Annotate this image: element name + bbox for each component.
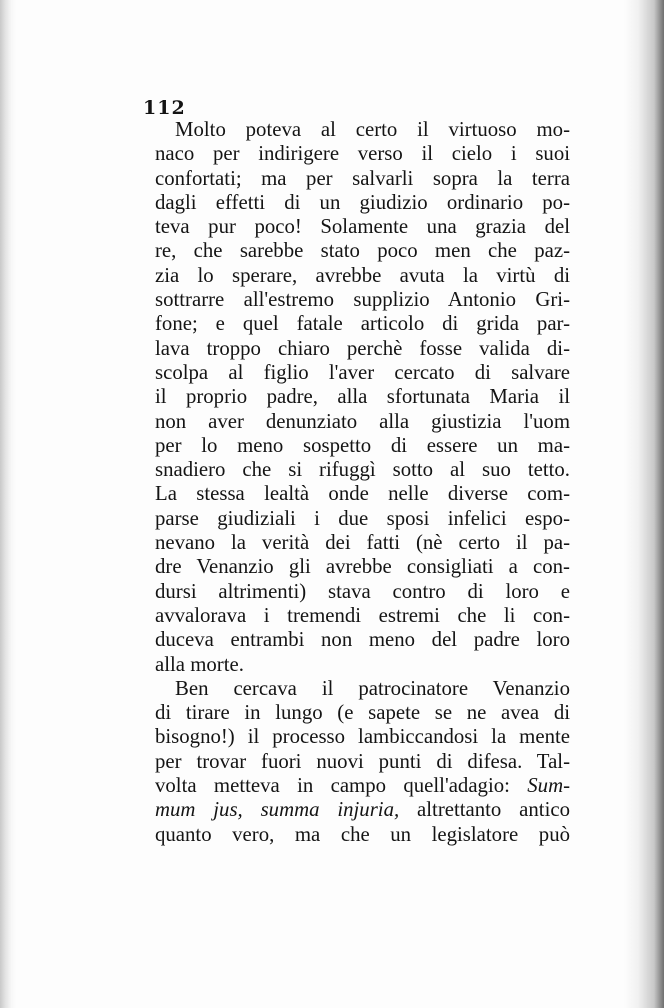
text-line: scolpa al figlio l'aver cercato di salvare (155, 360, 570, 384)
text-line: Molto poteva al certo il virtuoso mo- (175, 118, 570, 141)
text-line: teva pur poco! Solamente una grazia del (155, 215, 570, 239)
text-segment: altrettanto antico (417, 798, 570, 822)
italic-text: Sum- (527, 774, 571, 798)
text-line: il proprio padre, alla sfortunata Maria il (155, 385, 570, 409)
text-line: zia lo sperare, avrebbe avuta la virtù di (155, 263, 570, 287)
text-line: snadiero che si rifuggì sotto al suo tetto. (155, 458, 570, 482)
text-line: per lo meno sospetto di essere un ma- (155, 433, 570, 457)
text-line: bisogno!) il processo lambiccandosi la mente (155, 725, 570, 749)
text-line: duceva entrambi non meno del padre loro (155, 628, 570, 652)
text-line: confortati; ma per salvarli sopra la terra (155, 166, 570, 190)
text-line: re, che sarebbe stato poco men che paz- (155, 239, 570, 263)
body-text (155, 118, 570, 847)
text-line: parse giudiziali i due sposi infelici espo- (155, 506, 570, 530)
page-right-edge (624, 0, 664, 1008)
text-line-with-italic (155, 774, 570, 798)
page-number: 112 (143, 97, 186, 119)
text-line: naco per indirigere verso il cielo i suoi (155, 142, 570, 166)
text-line: sottrarre all'estremo supplizio Antonio Gri- (155, 288, 570, 312)
text-line: alla morte. (155, 652, 244, 676)
text-line: lava troppo chiaro perchè fosse valida di- (155, 336, 570, 360)
text-line: avvalorava i tremendi estremi che li con- (155, 603, 570, 627)
text-line: nevano la verità dei fatti (nè certo il pa- (155, 531, 570, 555)
text-line: dagli effetti di un giudizio ordinario po- (155, 190, 570, 214)
page-left-edge (0, 0, 16, 1008)
text-line: dre Venanzio gli avrebbe consigliati a con- (155, 555, 570, 579)
text-line: di tirare in lungo (e sapete se ne avea di (155, 701, 570, 725)
text-line: dursi altrimenti) stava contro di loro e (155, 579, 570, 603)
text-segment: volta metteva in campo quell'adagio: (155, 774, 510, 798)
text-line: Ben cercava il patrocinatore Venanzio (175, 676, 570, 700)
text-line: non aver denunziato alla giustizia l'uom (155, 409, 570, 433)
text-line-with-italic (155, 798, 570, 822)
text-line: fone; e quel fatale articolo di grida par- (155, 312, 570, 336)
text-line: quanto vero, ma che un legislatore può (155, 822, 570, 846)
text-line: La stessa lealtà onde nelle diverse com- (155, 482, 570, 506)
text-line: per trovar fuori nuovi punti di difesa. Tal- (155, 749, 570, 773)
italic-text: mum jus, summa injuria, (155, 798, 400, 822)
